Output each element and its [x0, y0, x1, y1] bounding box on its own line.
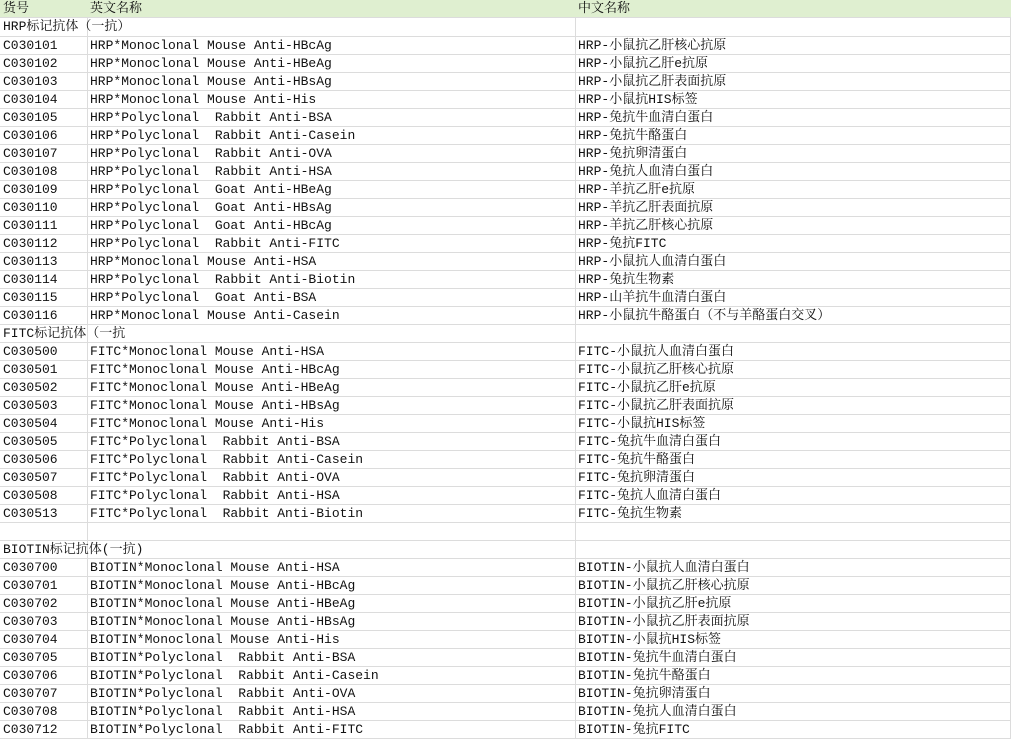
english-name-cell[interactable]: FITC*Polyclonal Rabbit Anti-Casein — [90, 452, 364, 467]
chinese-name-cell[interactable]: BIOTIN-小鼠抗乙肝e抗原 — [578, 596, 732, 611]
english-name-cell[interactable]: FITC*Monoclonal Mouse Anti-HBcAg — [90, 362, 340, 377]
item-no-cell[interactable]: C030105 — [3, 110, 58, 125]
english-name-cell[interactable]: HRP*Polyclonal Rabbit Anti-Biotin — [90, 272, 356, 287]
chinese-name-cell[interactable]: BIOTIN-兔抗牛酪蛋白 — [578, 668, 711, 683]
item-no-cell[interactable]: C030114 — [3, 272, 58, 287]
chinese-name-cell[interactable]: BIOTIN-小鼠抗人血清白蛋白 — [578, 560, 750, 575]
english-name-cell[interactable]: HRP*Polyclonal Rabbit Anti-Casein — [90, 128, 356, 143]
table-row — [0, 55, 1011, 73]
chinese-name-cell[interactable]: FITC-兔抗生物素 — [578, 506, 683, 521]
table-row — [0, 181, 1011, 199]
table-row — [0, 505, 1011, 523]
chinese-name-cell[interactable]: BIOTIN-小鼠抗乙肝表面抗原 — [578, 614, 750, 629]
chinese-name-cell[interactable]: HRP-小鼠抗HIS标签 — [578, 92, 698, 107]
chinese-name-cell[interactable]: HRP-兔抗人血清白蛋白 — [578, 164, 714, 179]
table-row — [0, 271, 1011, 289]
english-name-cell[interactable]: BIOTIN*Monoclonal Mouse Anti-HBcAg — [90, 578, 356, 593]
table-row — [0, 109, 1011, 127]
table-row — [0, 379, 1011, 397]
english-name-cell[interactable]: HRP*Polyclonal Goat Anti-HBcAg — [90, 218, 332, 233]
table-row — [0, 145, 1011, 163]
chinese-name-cell[interactable]: HRP-小鼠抗乙肝表面抗原 — [578, 74, 727, 89]
chinese-name-cell[interactable]: FITC-兔抗牛血清白蛋白 — [578, 434, 722, 449]
section-header-row — [0, 18, 1011, 37]
blank-row — [0, 523, 1011, 541]
english-name-cell[interactable]: FITC*Monoclonal Mouse Anti-HBsAg — [90, 398, 340, 413]
item-no-cell[interactable]: C030513 — [3, 506, 58, 521]
chinese-name-cell[interactable]: HRP-羊抗乙肝e抗原 — [578, 182, 696, 197]
item-no-cell[interactable]: C030106 — [3, 128, 58, 143]
table-row — [0, 433, 1011, 451]
chinese-name-cell[interactable]: FITC-小鼠抗HIS标签 — [578, 416, 706, 431]
table-row — [0, 577, 1011, 595]
chinese-name-cell[interactable]: FITC-小鼠抗人血清白蛋白 — [578, 344, 735, 359]
english-name-cell[interactable]: HRP*Polyclonal Rabbit Anti-FITC — [90, 236, 340, 251]
item-no-cell[interactable]: C030503 — [3, 398, 58, 413]
item-no-cell[interactable]: C030111 — [3, 218, 58, 233]
table-row — [0, 397, 1011, 415]
table-row — [0, 217, 1011, 235]
table-row — [0, 685, 1011, 703]
english-name-cell[interactable]: FITC*Polyclonal Rabbit Anti-HSA — [90, 488, 340, 503]
english-name-cell[interactable]: HRP*Polyclonal Rabbit Anti-HSA — [90, 164, 332, 179]
chinese-name-cell[interactable]: HRP-兔抗牛酪蛋白 — [578, 128, 688, 143]
table-row — [0, 289, 1011, 307]
item-no-cell[interactable]: C030507 — [3, 470, 58, 485]
item-no-cell[interactable]: C030705 — [3, 650, 58, 665]
table-row — [0, 451, 1011, 469]
section-header-row — [0, 541, 1011, 559]
chinese-name-cell[interactable]: FITC-兔抗卵清蛋白 — [578, 470, 696, 485]
english-name-cell[interactable]: HRP*Polyclonal Goat Anti-HBeAg — [90, 182, 332, 197]
table-row — [0, 91, 1011, 109]
english-name-cell[interactable]: HRP*Monoclonal Mouse Anti-His — [90, 92, 317, 107]
table-row — [0, 469, 1011, 487]
item-no-cell[interactable]: C030115 — [3, 290, 58, 305]
table-row — [0, 307, 1011, 325]
table-row — [0, 595, 1011, 613]
english-name-cell[interactable]: HRP*Monoclonal Mouse Anti-HBsAg — [90, 74, 332, 89]
table-row — [0, 199, 1011, 217]
chinese-name-cell[interactable]: BIOTIN-兔抗卵清蛋白 — [578, 686, 711, 701]
header-cell-item-no[interactable]: 货号 — [3, 1, 30, 16]
item-no-cell[interactable]: C030110 — [3, 200, 58, 215]
table-row — [0, 559, 1011, 577]
item-no-cell[interactable]: C030501 — [3, 362, 58, 377]
item-no-cell[interactable]: C030505 — [3, 434, 58, 449]
english-name-cell[interactable]: HRP*Monoclonal Mouse Anti-HSA — [90, 254, 317, 269]
table-row — [0, 721, 1011, 739]
chinese-name-cell[interactable]: FITC-小鼠抗乙肝核心抗原 — [578, 362, 735, 377]
chinese-name-cell[interactable]: FITC-兔抗牛酪蛋白 — [578, 452, 696, 467]
table-row — [0, 235, 1011, 253]
item-no-cell[interactable]: C030504 — [3, 416, 58, 431]
section-title-cell[interactable]: HRP标记抗体（一抗） — [3, 19, 131, 34]
chinese-name-cell[interactable]: BIOTIN-小鼠抗乙肝核心抗原 — [578, 578, 750, 593]
item-no-cell[interactable]: C030700 — [3, 560, 58, 575]
table-row — [0, 613, 1011, 631]
chinese-name-cell[interactable]: HRP-羊抗乙肝核心抗原 — [578, 218, 714, 233]
table-row — [0, 73, 1011, 91]
english-name-cell[interactable]: BIOTIN*Polyclonal Rabbit Anti-FITC — [90, 722, 364, 737]
item-no-cell[interactable]: C030502 — [3, 380, 58, 395]
chinese-name-cell[interactable]: FITC-兔抗人血清白蛋白 — [578, 488, 722, 503]
chinese-name-cell[interactable]: HRP-小鼠抗牛酪蛋白（不与羊酪蛋白交叉） — [578, 308, 831, 323]
english-name-cell[interactable]: HRP*Monoclonal Mouse Anti-HBcAg — [90, 38, 332, 53]
item-no-cell[interactable]: C030707 — [3, 686, 58, 701]
english-name-cell[interactable]: BIOTIN*Polyclonal Rabbit Anti-Casein — [90, 668, 379, 683]
english-name-cell[interactable]: HRP*Polyclonal Goat Anti-HBsAg — [90, 200, 332, 215]
header-row — [0, 0, 1011, 18]
item-no-cell[interactable]: C030103 — [3, 74, 58, 89]
english-name-cell[interactable]: FITC*Polyclonal Rabbit Anti-Biotin — [90, 506, 364, 521]
table-row — [0, 487, 1011, 505]
chinese-name-cell[interactable]: HRP-小鼠抗乙肝e抗原 — [578, 56, 709, 71]
section-title-cell[interactable]: FITC标记抗体（一抗 — [3, 326, 126, 341]
item-no-cell[interactable]: C030109 — [3, 182, 58, 197]
chinese-name-cell[interactable]: HRP-山羊抗牛血清白蛋白 — [578, 290, 727, 305]
english-name-cell[interactable]: BIOTIN*Monoclonal Mouse Anti-HBeAg — [90, 596, 356, 611]
chinese-name-cell[interactable]: BIOTIN-兔抗FITC — [578, 722, 690, 737]
english-name-cell[interactable]: HRP*Monoclonal Mouse Anti-HBeAg — [90, 56, 332, 71]
chinese-name-cell[interactable]: HRP-小鼠抗乙肝核心抗原 — [578, 38, 727, 53]
chinese-name-cell[interactable]: HRP-兔抗生物素 — [578, 272, 675, 287]
chinese-name-cell[interactable]: BIOTIN-兔抗牛血清白蛋白 — [578, 650, 737, 665]
chinese-name-cell[interactable]: HRP-羊抗乙肝表面抗原 — [578, 200, 714, 215]
table-row — [0, 163, 1011, 181]
english-name-cell[interactable]: FITC*Monoclonal Mouse Anti-HBeAg — [90, 380, 340, 395]
table-row — [0, 631, 1011, 649]
section-title-cell[interactable]: BIOTIN标记抗体(一抗) — [3, 542, 144, 557]
item-no-cell[interactable]: C030101 — [3, 38, 58, 53]
item-no-cell[interactable]: C030113 — [3, 254, 58, 269]
item-no-cell[interactable]: C030706 — [3, 668, 58, 683]
item-no-cell[interactable]: C030500 — [3, 344, 58, 359]
chinese-name-cell[interactable]: HRP-兔抗卵清蛋白 — [578, 146, 688, 161]
item-no-cell[interactable]: C030708 — [3, 704, 58, 719]
english-name-cell[interactable]: HRP*Polyclonal Goat Anti-BSA — [90, 290, 317, 305]
chinese-name-cell[interactable]: FITC-小鼠抗乙肝表面抗原 — [578, 398, 735, 413]
item-no-cell[interactable]: C030112 — [3, 236, 58, 251]
item-no-cell[interactable]: C030508 — [3, 488, 58, 503]
english-name-cell[interactable]: HRP*Polyclonal Rabbit Anti-BSA — [90, 110, 332, 125]
english-name-cell[interactable]: HRP*Polyclonal Rabbit Anti-OVA — [90, 146, 332, 161]
header-cell-chinese-name[interactable]: 中文名称 — [578, 1, 631, 16]
item-no-cell[interactable]: C030704 — [3, 632, 58, 647]
table-body — [0, 18, 1011, 739]
item-no-cell[interactable]: C030703 — [3, 614, 58, 629]
chinese-name-cell[interactable]: FITC-小鼠抗乙肝e抗原 — [578, 380, 716, 395]
item-no-cell[interactable]: C030104 — [3, 92, 58, 107]
table-row — [0, 127, 1011, 145]
english-name-cell[interactable]: BIOTIN*Monoclonal Mouse Anti-HBsAg — [90, 614, 356, 629]
english-name-cell[interactable]: FITC*Polyclonal Rabbit Anti-BSA — [90, 434, 340, 449]
english-name-cell[interactable]: BIOTIN*Monoclonal Mouse Anti-His — [90, 632, 340, 647]
chinese-name-cell[interactable]: HRP-兔抗FITC — [578, 236, 667, 251]
english-name-cell[interactable]: BIOTIN*Monoclonal Mouse Anti-HSA — [90, 560, 340, 575]
english-name-cell[interactable]: BIOTIN*Polyclonal Rabbit Anti-BSA — [90, 650, 356, 665]
chinese-name-cell[interactable]: BIOTIN-小鼠抗HIS标签 — [578, 632, 722, 647]
chinese-name-cell[interactable]: HRP-小鼠抗人血清白蛋白 — [578, 254, 727, 269]
english-name-cell[interactable]: BIOTIN*Polyclonal Rabbit Anti-OVA — [90, 686, 356, 701]
section-header-row — [0, 325, 1011, 343]
english-name-cell[interactable]: FITC*Polyclonal Rabbit Anti-OVA — [90, 470, 340, 485]
item-no-cell[interactable]: C030701 — [3, 578, 58, 593]
chinese-name-cell[interactable]: BIOTIN-兔抗人血清白蛋白 — [578, 704, 737, 719]
table-row — [0, 361, 1011, 379]
table-row — [0, 667, 1011, 685]
item-no-cell[interactable]: C030107 — [3, 146, 58, 161]
item-no-cell[interactable]: C030506 — [3, 452, 58, 467]
item-no-cell[interactable]: C030712 — [3, 722, 58, 737]
english-name-cell[interactable]: FITC*Monoclonal Mouse Anti-His — [90, 416, 325, 431]
table-row — [0, 703, 1011, 721]
table-row — [0, 415, 1011, 433]
english-name-cell[interactable]: HRP*Monoclonal Mouse Anti-Casein — [90, 308, 340, 323]
english-name-cell[interactable]: FITC*Monoclonal Mouse Anti-HSA — [90, 344, 325, 359]
item-no-cell[interactable]: C030702 — [3, 596, 58, 611]
item-no-cell[interactable]: C030108 — [3, 164, 58, 179]
chinese-name-cell[interactable]: HRP-兔抗牛血清白蛋白 — [578, 110, 714, 125]
english-name-cell[interactable]: BIOTIN*Polyclonal Rabbit Anti-HSA — [90, 704, 356, 719]
table-row — [0, 649, 1011, 667]
table-row — [0, 343, 1011, 361]
header-cell-english-name[interactable]: 英文名称 — [90, 1, 143, 16]
item-no-cell[interactable]: C030116 — [3, 308, 58, 323]
table-row — [0, 37, 1011, 55]
item-no-cell[interactable]: C030102 — [3, 56, 58, 71]
table-row — [0, 253, 1011, 271]
